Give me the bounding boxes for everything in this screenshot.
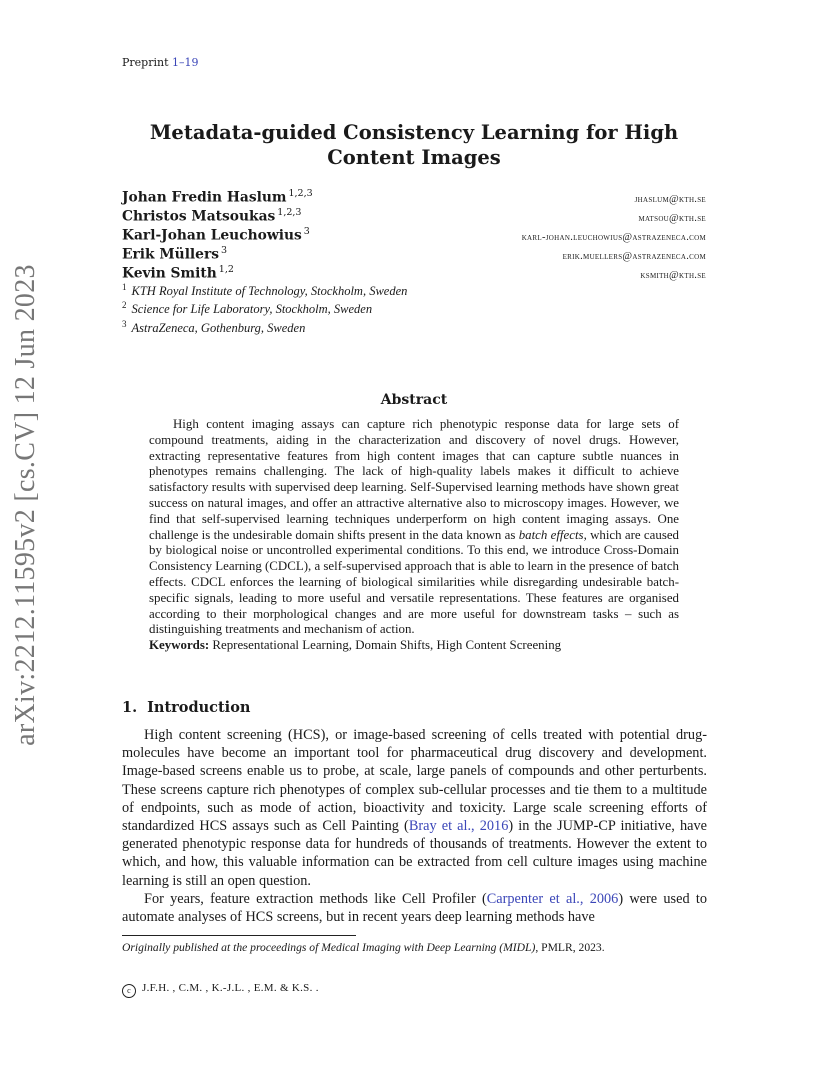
footnote: Originally published at the proceedings of Medical Imaging with Deep Learning (MIDL), PMLR, 2023. (122, 941, 605, 954)
section-title: Introduction (147, 699, 251, 716)
author-name: Christos Matsoukas $^{1,2,3}$ (122, 207, 302, 225)
intro-paragraph: For years, feature extraction methods like Cell Profiler (Carpenter et al., 2006) were used to automate analyses of HCS screens, but in recent years deep learning methods have (122, 890, 707, 926)
section-heading (122, 699, 250, 716)
footnote-rule (122, 935, 356, 936)
abstract-heading: Abstract (380, 392, 448, 408)
affiliation-item: $^1$ KTH Royal Institute of Technology, Stockholm, Sweden (122, 282, 408, 299)
keywords-text: Representational Learning, Domain Shifts, High Content Screening (212, 638, 562, 653)
arxiv-stamp-margin (0, 0, 52, 1072)
author-row (122, 207, 706, 226)
author-email[interactable]: jhaslum@kth.se (634, 193, 706, 205)
author-affil: 1,2,3 (288, 188, 313, 199)
intro-paragraph: High content screening (HCS), or image-based screening of cells treated with potential drug-molecules have become an important tool for pharmaceutical drug discovery and development. Image-based screens enable us to probe, at scale, large panels of compounds and other perturbents. These screens capture rich phenotypes of complex sub-cellular processes and tie them to a multitude of endpoints, such as mode of action, bioactivity and toxicity. Large scale screening efforts of standardized HCS assays such as Cell Painting (Bray et al., 2016) in the JUMP-CP initiative, have generated phenotypic response data for hundreds of thousands of treatments. However the extent to which, and how, this valuable information can be extracted from cell culture images using machine learning is still an open question. (122, 727, 707, 889)
paper-title: Metadata-guided Consistency Learning for High Content Images (149, 121, 679, 169)
keywords (149, 638, 679, 654)
author-affil: 3 (221, 245, 228, 256)
author-row (122, 188, 706, 207)
author-row (122, 264, 706, 283)
author-row (122, 226, 706, 245)
author-affil: 3 (303, 226, 310, 237)
keywords-label: Keywords: (149, 638, 210, 653)
affiliation-item: $^3$ AstraZeneca, Gothenburg, Sweden (122, 318, 306, 335)
intro-body (122, 726, 707, 926)
author-name: Karl-Johan Leuchowius $^3$ (122, 226, 310, 244)
abstract-text: High content imaging assays can capture rich phenotypic response data for large sets of compound treatments, aiding in the characterization and discovery of novel drugs. However, extracting representative features from high content images that can capture subtle nuances in phenotypes remains challenging. The lack of high-quality labels makes it difficult to achieve satisfactory results with supervised deep learning. Self-Supervised learning methods have shown great success on natural images, and offer an attractive alternative also to microscopy images. However, we find that self-supervised learning techniques underperform on high content imaging assays. One challenge is the undesirable domain shifts present in the data known as batch effects, which are caused by biological noise or uncontrolled experimental conditions. To this end, we introduce Cross-Domain Consistency Learning (CDCL), a self-supervised approach that is able to learn in the presence of batch effects. CDCL enforces the learning of biological similarities while disregarding undesirable batch-specific signals, leading to more useful and versatile representations. These features are organised according to their morphological changes and are more useful for downstream tasks – such as distinguishing treatments and mechanism of action. (149, 417, 680, 637)
author-email[interactable]: karl-johan.leuchowius@astrazeneca.com (521, 231, 706, 243)
section-number: 1. (122, 699, 138, 716)
copyright-line (122, 982, 319, 998)
copyright-icon: c (122, 984, 136, 998)
author-list (122, 188, 706, 283)
author-email[interactable]: erik.muellers@astrazeneca.com (562, 250, 706, 262)
affiliation-item: $^2$ Science for Life Laboratory, Stockholm, Sweden (122, 300, 373, 317)
author-name: Johan Fredin Haslum $^{1,2,3}$ (122, 188, 313, 206)
arxiv-stamp: arXiv:2212.11595v2 [cs.CV] 12 Jun 2023 (10, 264, 41, 746)
copyright-text: J.F.H. , C.M. , K.-J.L. , E.M. & K.S. . (142, 982, 319, 994)
page-range-link[interactable]: 1–19 (172, 56, 199, 69)
author-affil: 1,2,3 (277, 207, 302, 218)
abstract-body (149, 417, 679, 654)
citation-link[interactable]: Carpenter et al., 2006 (486, 890, 619, 907)
citation-link[interactable]: Bray et al., 2016 (408, 818, 509, 835)
author-name: Kevin Smith $^{1,2}$ (122, 264, 234, 282)
author-email[interactable]: ksmith@kth.se (640, 269, 706, 281)
author-affil: 1,2 (218, 264, 234, 275)
preprint-header (122, 56, 199, 69)
author-email[interactable]: matsou@kth.se (638, 212, 706, 224)
author-name: Erik Müllers $^3$ (122, 245, 228, 263)
affiliation-list (122, 282, 407, 337)
preprint-label: Preprint (122, 56, 169, 69)
author-row (122, 245, 706, 264)
